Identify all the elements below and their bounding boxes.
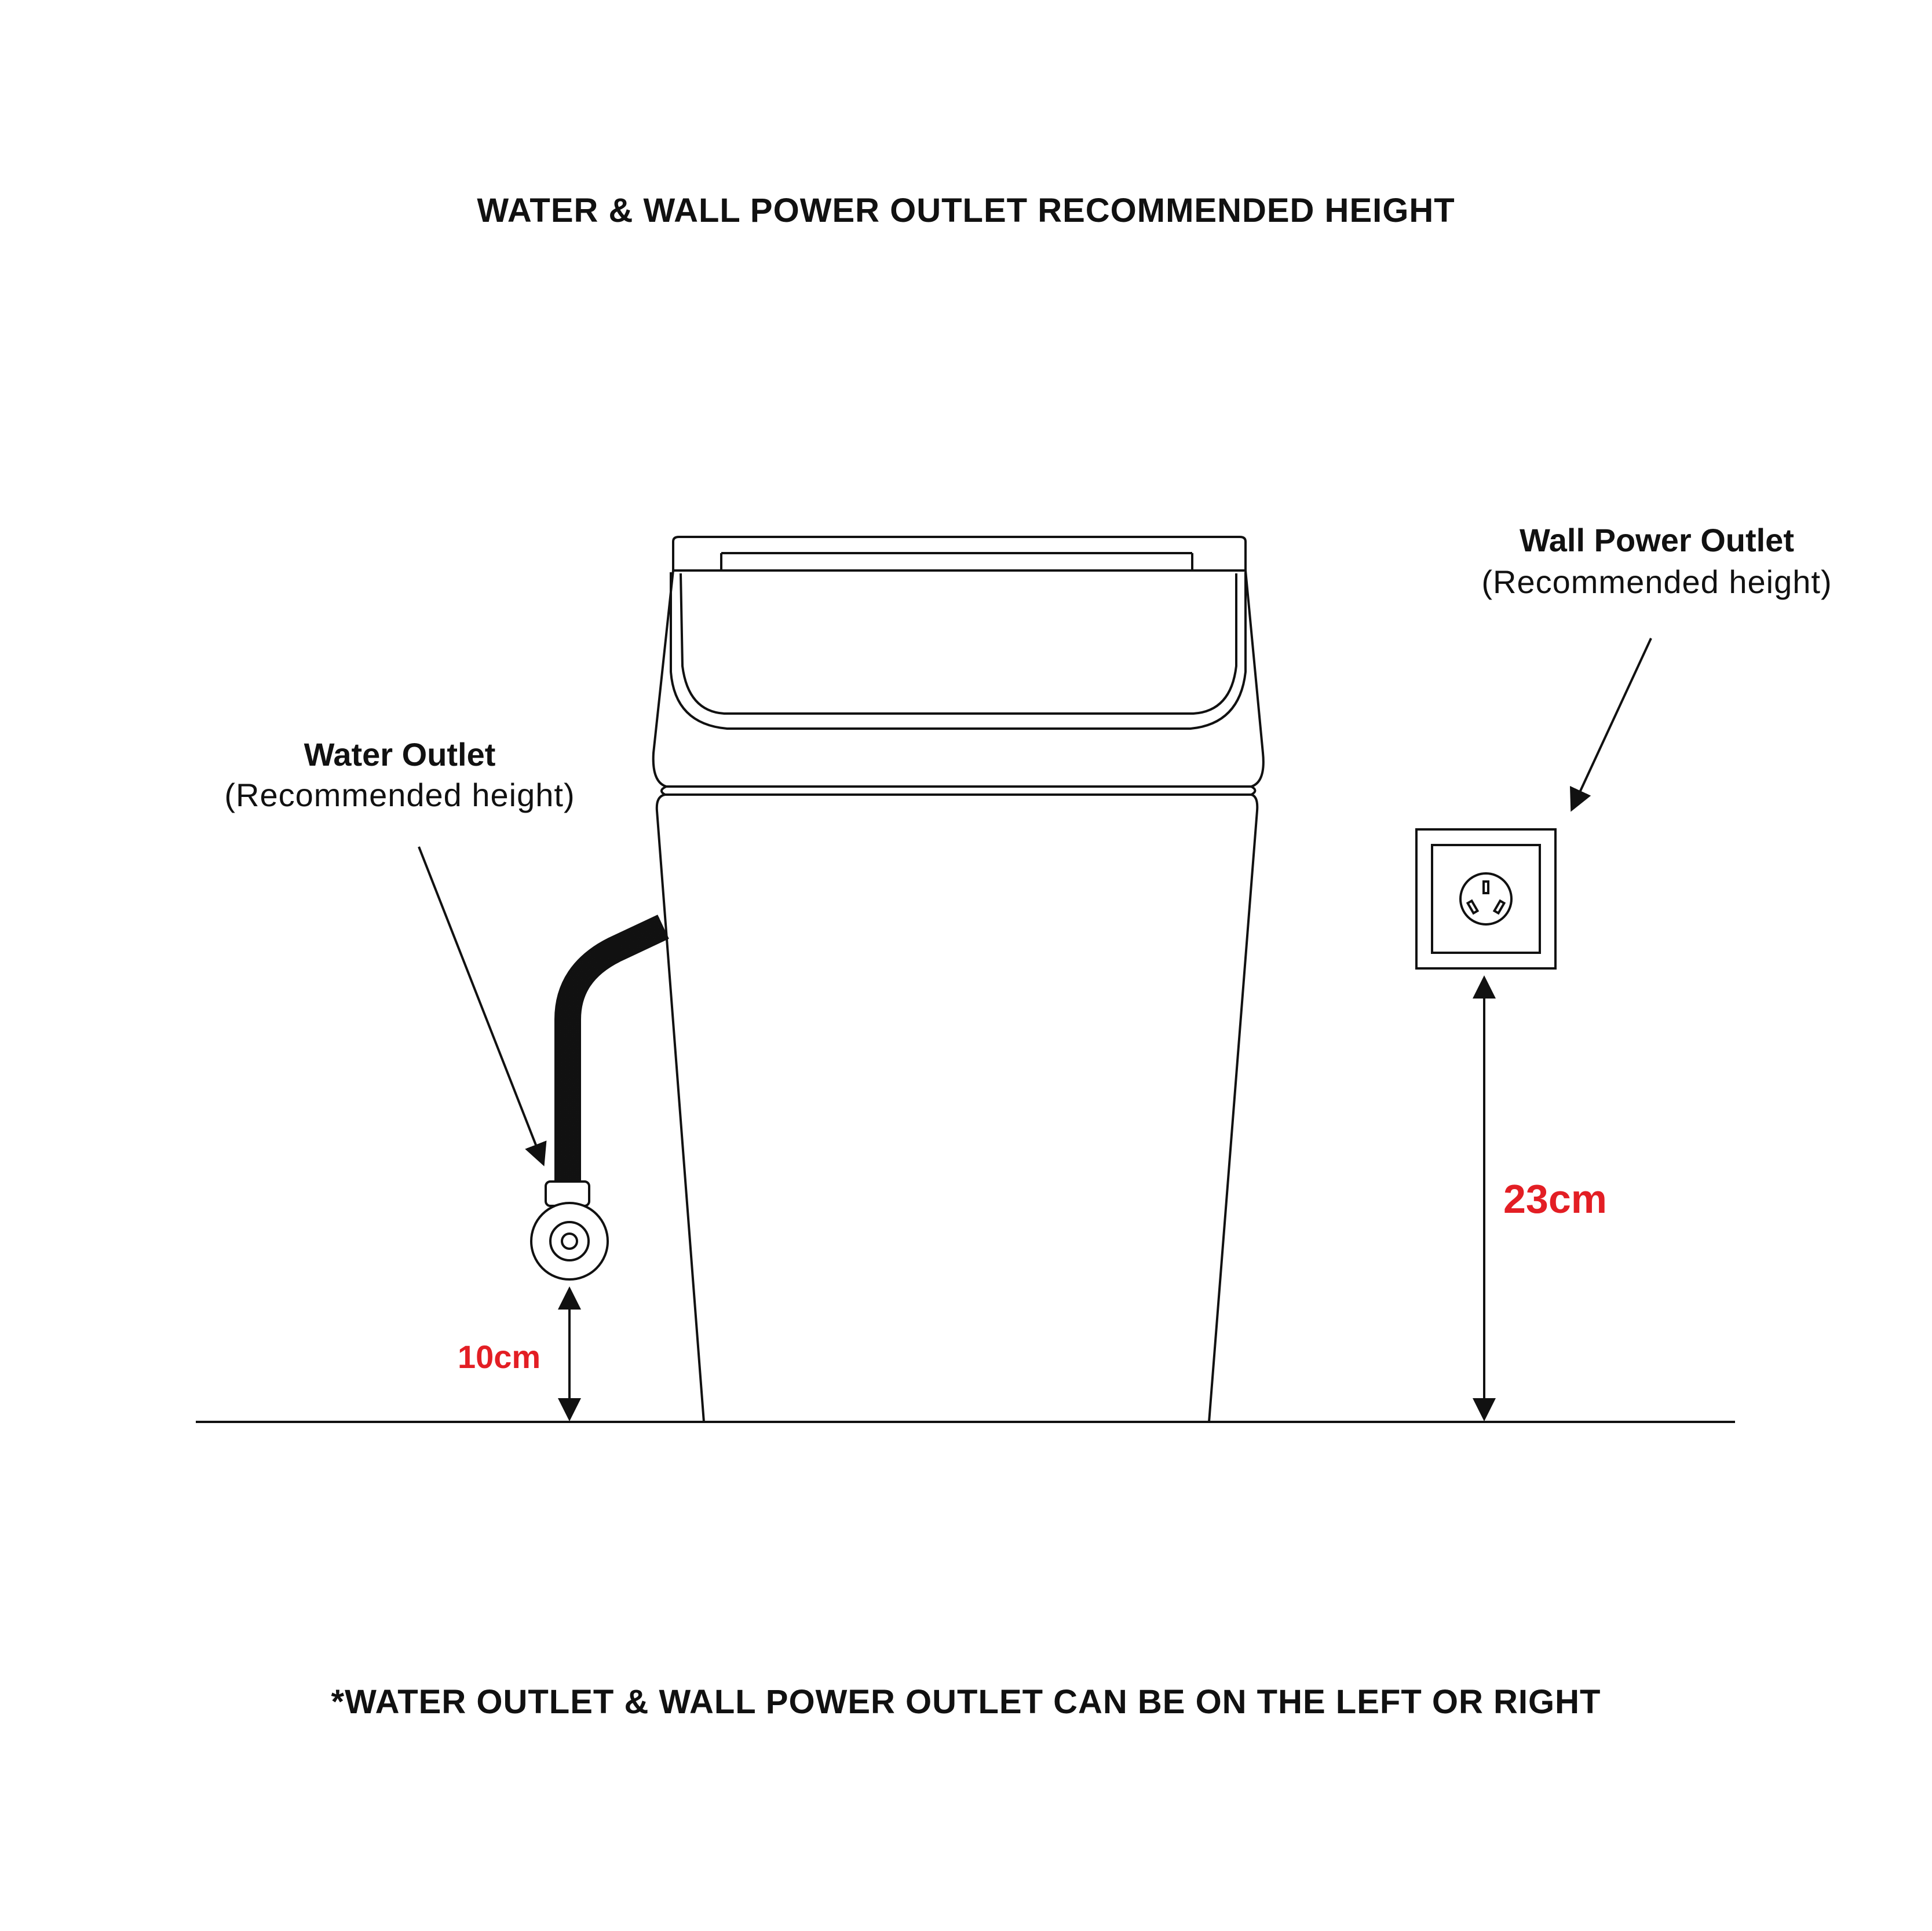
water-outlet-label: Water Outlet xyxy=(304,736,496,773)
footnote: *WATER OUTLET & WALL POWER OUTLET CAN BE ON THE LEFT OR RIGHT xyxy=(331,1683,1601,1721)
toilet-drawing xyxy=(653,537,1263,1422)
toilet-lid-hinge-line xyxy=(721,553,1192,570)
water-outlet-sublabel: (Recommended height) xyxy=(224,777,575,813)
water-outlet-pointer-arrow xyxy=(419,847,543,1164)
diagram-title: WATER & WALL POWER OUTLET RECOMMENDED HEIGHT xyxy=(477,192,1455,229)
water-outlet-height-label: 10cm xyxy=(458,1338,541,1375)
wall-power-outlet-height-label: 23cm xyxy=(1503,1176,1608,1221)
toilet-bowl xyxy=(657,795,1258,1422)
wall-power-outlet-label: Wall Power Outlet xyxy=(1520,522,1794,558)
toilet-seat xyxy=(653,570,1263,787)
water-valve-icon xyxy=(531,1182,608,1279)
water-hose xyxy=(568,927,663,1182)
toilet-lid-inner xyxy=(681,573,1236,714)
power-outlet-pointer-arrow xyxy=(1572,638,1651,810)
toilet-seat-gap xyxy=(662,787,1255,795)
toilet-lid-front xyxy=(671,572,1246,729)
power-socket-icon xyxy=(1416,829,1555,968)
wall-power-outlet-sublabel: (Recommended height) xyxy=(1481,564,1832,600)
